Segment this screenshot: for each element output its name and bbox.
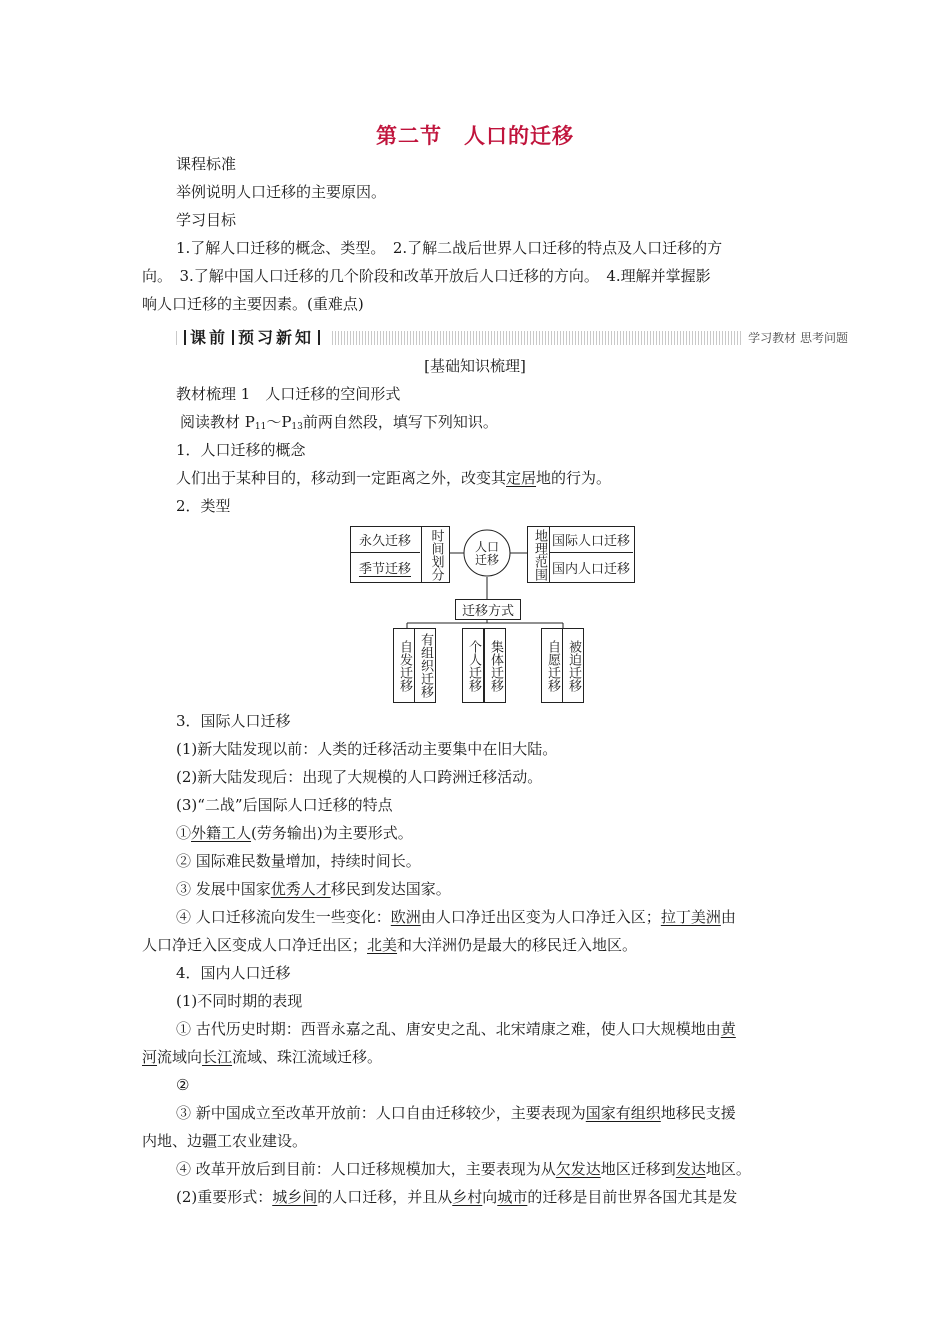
list-item: ④ 人口迁移流向发生一些变化：欧洲由人口净迁出区变为人口净迁入区；拉丁美洲由: [176, 908, 736, 926]
answer-blank: 北美: [367, 936, 398, 954]
subheading: 1．人口迁移的概念: [176, 441, 306, 459]
goals-heading: 学习目标: [176, 211, 237, 229]
list-item-continued: 河流域向长江流域、珠江流域迁移。: [142, 1048, 383, 1066]
goals-line: 向。 3.了解中国人口迁移的几个阶段和改革开放后人口迁移的方向。 4.理解并掌握影: [142, 267, 711, 285]
list-item: ③ 新中国成立至改革开放前：人口自由迁移较少，主要表现为国家有组织地移民支援: [176, 1104, 736, 1122]
diagram-axis: 时间划分: [421, 526, 450, 583]
diagram-leaf: 自发迁移: [393, 628, 415, 703]
answer-blank: 国家有组织: [585, 1104, 661, 1122]
diagram-leaf: 有组织迁移: [414, 628, 436, 703]
answer-blank: 拉丁美洲: [660, 908, 721, 926]
list-item: ④ 改革开放后到目前：人口迁移规模加大，主要表现为从欠发达地区迁移到发达地区。: [176, 1160, 751, 1178]
list-item: ② 国际难民数量增加，持续时间长。: [176, 852, 421, 870]
diagram-node: 季节迁移: [358, 561, 411, 577]
diagram-node: 永久迁移: [350, 526, 420, 553]
answer-blank: 城市: [497, 1188, 528, 1206]
list-item: ①外籍工人(劳务输出)为主要形式。: [176, 824, 413, 842]
topic-heading: 教材梳理 1 人口迁移的空间形式: [176, 385, 401, 403]
list-item: ① 古代历史时期：西晋永嘉之乱、唐安史之乱、北宋靖康之难，使人口大规模地由黄: [176, 1020, 736, 1038]
diagram-leaf: 自愿迁移: [541, 628, 563, 703]
banner-subtitle: 学习教材 思考问题: [742, 329, 848, 347]
standard-heading: 课程标准: [176, 155, 237, 173]
answer-blank: 河: [142, 1048, 158, 1066]
diagram-node: 国内人口迁移: [551, 561, 630, 577]
goals-line: 响人口迁移的主要因素。(重难点): [142, 295, 364, 313]
paragraph: (1)不同时期的表现: [176, 992, 303, 1010]
list-item-continued: 内地、边疆工农业建设。: [142, 1132, 308, 1150]
paragraph: (3)“二战”后国际人口迁移的特点: [176, 796, 393, 814]
standard-text: 举例说明人口迁移的主要原因。: [176, 183, 387, 201]
section-number: 第二节: [376, 124, 442, 148]
section-label: [基础知识梳理]: [424, 357, 526, 375]
diagram-leaf: 集体迁移: [484, 628, 506, 703]
answer-blank: 发达: [675, 1160, 706, 1178]
section-name: 人口的迁移: [464, 124, 574, 148]
banner-label-part: 课前: [190, 328, 229, 347]
answer-blank: 欧洲: [390, 908, 421, 926]
paragraph: (1)新大陆发现以前：人类的迁移活动主要集中在旧大陆。: [176, 740, 558, 758]
paragraph: (2)新大陆发现后：出现了大规模的人口跨洲迁移活动。: [176, 768, 543, 786]
subheading: 2．类型: [176, 497, 231, 515]
diagram-axis: 地理范围: [527, 526, 551, 583]
answer-blank: 城乡间: [272, 1188, 318, 1206]
subheading: 3．国际人口迁移: [176, 712, 291, 730]
answer-blank: 黄: [720, 1020, 736, 1038]
diagram-node: 国际人口迁移: [549, 526, 633, 553]
diagram-center: 人口迁移: [474, 540, 499, 567]
list-item: ②: [176, 1076, 190, 1094]
diagram-node: 迁移方式: [455, 599, 521, 620]
answer-blank: 欠发达: [555, 1160, 601, 1178]
answer-blank: 长江: [202, 1048, 233, 1066]
paragraph: 人们出于某种目的，移动到一定距离之外，改变其定居地的行为。: [176, 469, 612, 487]
banner-label-part: 预习新知: [238, 328, 315, 347]
reading-instruction: 阅读教材 $P_{11}\sim P_{13}$前两自然段，填写下列知识。: [180, 413, 498, 432]
answer-blank: 乡村: [452, 1188, 483, 1206]
list-item: ③ 发展中国家优秀人才移民到发达国家。: [176, 880, 451, 898]
subheading: 4．国内人口迁移: [176, 964, 291, 982]
list-item-continued: 人口净迁入区变成人口净迁出区；北美和大洋洲仍是最大的移民迁入地区。: [142, 936, 638, 954]
diagram-leaf: 个人迁移: [462, 628, 484, 703]
answer-blank: 外籍工人: [191, 824, 252, 842]
answer-blank: 定居: [506, 469, 537, 487]
answer-blank: 优秀人才: [270, 880, 331, 898]
diagram-leaf: 被迫迁移: [562, 628, 584, 703]
paragraph: (2)重要形式：城乡间的人口迁移，并且从乡村向城市的迁移是目前世界各国尤其是发: [176, 1188, 738, 1206]
goals-line: 1.了解人口迁移的概念、类型。 2.了解二战后世界人口迁移的特点及人口迁移的方: [176, 239, 723, 257]
